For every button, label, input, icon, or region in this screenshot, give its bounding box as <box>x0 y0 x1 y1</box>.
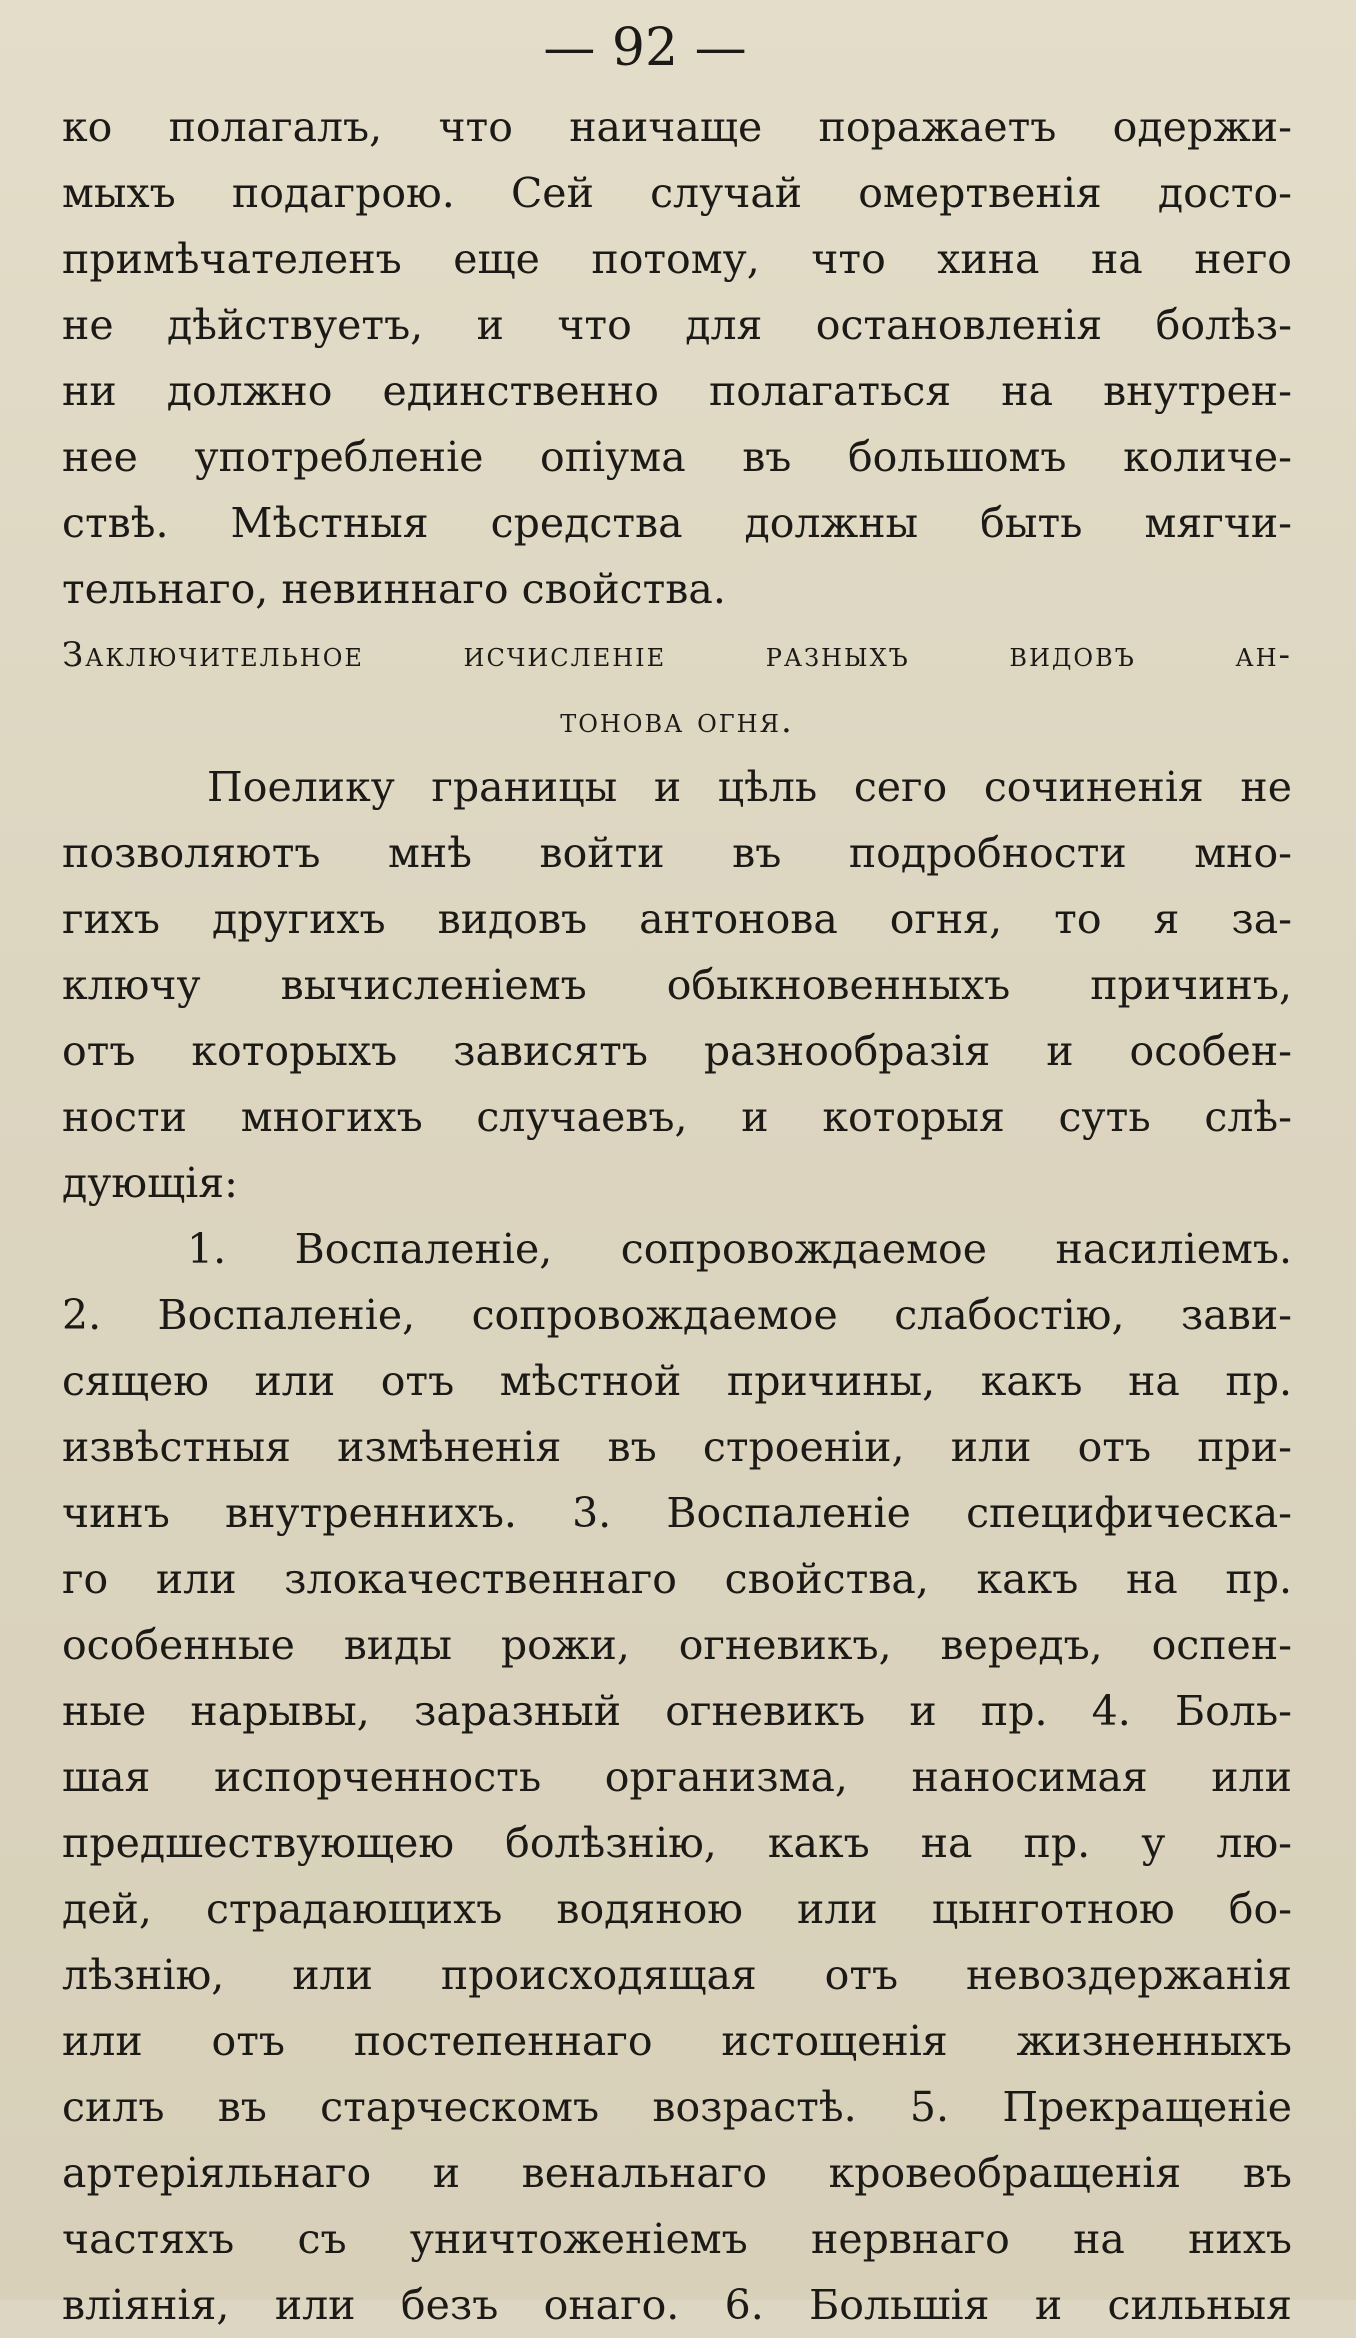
text-line: лѣзнію, или происходящая отъ невоздержанія <box>62 1951 1292 1999</box>
text-line: 2. Воспаленіе, сопровождаемое слабостію, зави- <box>62 1291 1292 1339</box>
text-line: примѣчателенъ еще потому, что хина на него <box>62 235 1292 283</box>
text-line: ко полагалъ, что наичаще поражаетъ одержи- <box>62 103 1292 151</box>
paragraph-first-line: Поелику границы и цѣль сего сочиненія не <box>207 763 1292 811</box>
text-line: артеріяльнаго и венальнаго кровеобращенія въ <box>62 2149 1292 2197</box>
text-line: дей, страдающихъ водяною или цынготною бо- <box>62 1885 1292 1933</box>
text-line: нее употребленіе опіума въ большомъ количе- <box>62 433 1292 481</box>
text-line: ные нарывы, заразный огневикъ и пр. 4. Боль- <box>62 1687 1292 1735</box>
text-line: отъ которыхъ зависятъ разнообразія и особен- <box>62 1027 1292 1075</box>
text-line: силъ въ старческомъ возрастѣ. 5. Прекращеніе <box>62 2083 1292 2131</box>
list-item-first-line: 1. Воспаленіе, сопровождаемое насиліемъ. <box>187 1225 1292 1273</box>
body-text <box>62 94 1292 2338</box>
text-line: ствѣ. Мѣстныя средства должны быть мягчи- <box>62 499 1292 547</box>
text-line: или отъ постепеннаго истощенія жизненныхъ <box>62 2017 1292 2065</box>
page-number: — 92 — <box>543 18 747 78</box>
text-line: дующія: <box>62 1159 238 1207</box>
text-line: ключу вычисленіемъ обыкновенныхъ причинъ, <box>62 961 1292 1009</box>
text-line: предшествующею болѣзнію, какъ на пр. у лю- <box>62 1819 1292 1867</box>
text-line: шая испорченность организма, наносимая или <box>62 1753 1292 1801</box>
text-line: частяхъ съ уничтоженіемъ нервнаго на нихъ <box>62 2215 1292 2263</box>
text-line: сящею или отъ мѣстной причины, какъ на пр. <box>62 1357 1292 1405</box>
text-line: позволяютъ мнѣ войти въ подробности мно- <box>62 829 1292 877</box>
text-line: не дѣйствуетъ, и что для остановленія болѣз- <box>62 301 1292 349</box>
text-line: чинъ внутреннихъ. 3. Воспаленіе специфическа- <box>62 1489 1292 1537</box>
text-line: го или злокачественнаго свойства, какъ на пр. <box>62 1555 1292 1603</box>
section-heading-continued: тонова огня. <box>560 701 794 741</box>
section-heading: Заключительное исчисленіе разныхъ видовъ ан- <box>62 635 1292 675</box>
text-line: особенные виды рожи, огневикъ, вередъ, оспен- <box>62 1621 1292 1669</box>
text-line: извѣстныя измѣненія въ строеніи, или отъ при- <box>62 1423 1292 1471</box>
text-line: ни должно единственно полагаться на внутрен- <box>62 367 1292 415</box>
text-line: тельнаго, невиннаго свойства. <box>62 565 726 613</box>
text-line: вліянія, или безъ онаго. 6. Большія и сильныя <box>62 2281 1292 2329</box>
text-line: ности многихъ случаевъ, и которыя суть слѣ- <box>62 1093 1292 1141</box>
text-line: мыхъ подагрою. Сей случай омертвенія досто- <box>62 169 1292 217</box>
text-line: гихъ другихъ видовъ антонова огня, то я за- <box>62 895 1292 943</box>
